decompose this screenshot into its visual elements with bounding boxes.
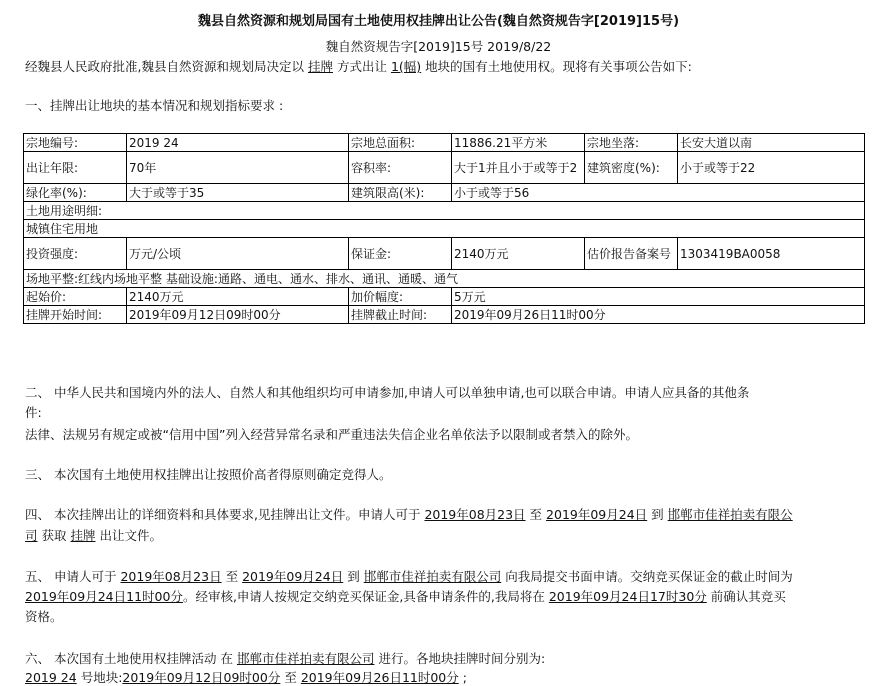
intro-method: 挂牌 (307, 59, 333, 74)
table-row (24, 184, 865, 202)
section5-line3: 资格。 (25, 609, 63, 624)
green-ratio-value: 大于或等于35 (127, 184, 349, 202)
section5-deposit-deadline: 2019年09月24日11时00分 (25, 589, 183, 604)
section5-mid: 向我局提交书面申请。交纳竞买保证金的截止时间为 (505, 569, 793, 584)
deposit-label: 保证金: (349, 238, 452, 270)
plot-ratio-label: 容积率: (349, 152, 452, 184)
land-use-label: 土地用途明细: (24, 202, 865, 220)
intro-paragraph (25, 57, 692, 75)
section4-method: 挂牌 (70, 528, 96, 543)
table-row (24, 270, 865, 288)
document-number-date: 魏自然资规告字[2019]15号 2019/8/22 (325, 39, 552, 54)
section5-end-date: 2019年09月24日 (242, 569, 344, 584)
site-infrastructure-cell (24, 270, 865, 288)
location-value: 长安大道以南 (678, 134, 865, 152)
section4-text-pre: 四、 本次挂牌出让的详细资料和具体要求,见挂牌出让文件。申请人可于 (25, 507, 421, 522)
section4-company-cont: 司 (25, 528, 38, 543)
listing-start-label: 挂牌开始时间: (24, 306, 127, 324)
height-limit-label: 建筑限高(米): (349, 184, 452, 202)
section2-line3: 法律、法规另有规定或被“信用中国”列入经营异常名录和严重违法失信企业名单依法予以限制或者禁入的除外。 (25, 427, 638, 442)
appraisal-report-value: 1303419BA0058 (678, 238, 865, 270)
building-density-value: 小于或等于22 (678, 152, 865, 184)
appraisal-report-label: 估价报告备案号 (585, 238, 678, 270)
section5-line1 (25, 567, 793, 585)
section4-obtain: 获取 (41, 528, 67, 543)
term-label: 出让年限: (24, 152, 127, 184)
starting-price-label: 起始价: (24, 288, 127, 306)
land-use-value: 城镇住宅用地 (24, 220, 865, 238)
table-row (24, 220, 865, 238)
section6-text-pre: 六、 本次国有土地使用权挂牌活动 在 (25, 651, 233, 666)
infrastructure-value: 通路、通电、通水、排水、通讯、通暖、通气 (217, 271, 458, 286)
section4-line1 (25, 505, 793, 523)
site-leveling-label: 场地平整: (26, 271, 79, 286)
intro-text-post: 地块的国有土地使用权。现将有关事项公告如下: (425, 59, 692, 74)
total-area-value: 11886.21平方米 (452, 134, 585, 152)
section2-line1: 二、 中华人民共和国境内外的法人、自然人和其他组织均可申请参加,申请人可以单独申请,也可以联合申请。申请人应具备的其他条 (25, 385, 750, 400)
listing-start-value: 2019年09月12日09时00分 (127, 306, 349, 324)
table-row (24, 202, 865, 220)
section2-line2: 件: (25, 405, 42, 420)
table-row (24, 306, 865, 324)
intro-text-pre: 经魏县人民政府批准,魏县自然资源和规划局决定以 (25, 59, 304, 74)
starting-price-value: 2140万元 (127, 288, 349, 306)
section6-line1 (25, 649, 545, 667)
table-row (24, 152, 865, 184)
section1-heading: 一、挂牌出让地块的基本情况和规划指标要求 : (25, 98, 284, 113)
investment-intensity-label: 投资强度: (24, 238, 127, 270)
section3-text: 三、 本次国有土地使用权挂牌出让按照价高者得原则确定竞得人。 (25, 467, 392, 482)
parcel-id-value: 2019 24 (127, 134, 349, 152)
listing-end-label: 挂牌截止时间: (349, 306, 452, 324)
section4-to: 至 (529, 507, 543, 522)
section5-company: 邯郸市佳祥拍卖有限公司 (363, 569, 502, 584)
section4-line2 (25, 526, 162, 544)
parcel-id-label: 宗地编号: (24, 134, 127, 152)
section5-mid2: 。经审核,申请人按规定交纳竞买保证金,具备申请条件的,我局将在 (182, 589, 545, 604)
term-value: 70年 (127, 152, 349, 184)
table-row (24, 238, 865, 270)
deposit-value: 2140万元 (452, 238, 585, 270)
section5-line2 (25, 587, 786, 605)
listing-end-value: 2019年09月26日11时00分 (452, 306, 865, 324)
location-label: 宗地坐落: (585, 134, 678, 152)
section5-tail: 前确认其竞买 (710, 589, 786, 604)
section6-tail: 进行。各地块挂牌时间分别为: (378, 651, 546, 666)
green-ratio-label: 绿化率(%): (24, 184, 127, 202)
section5-text-pre: 五、 申请人可于 (25, 569, 117, 584)
building-density-label: 建筑密度(%): (585, 152, 678, 184)
section4-company: 邯郸市佳祥拍卖有限公 (667, 507, 793, 522)
table-row (24, 288, 865, 306)
section4-tail: 出让文件。 (99, 528, 163, 543)
intro-text-mid: 方式出让 (336, 59, 387, 74)
height-limit-value: 小于或等于56 (452, 184, 865, 202)
infrastructure-label: 基础设施: (165, 271, 218, 286)
site-leveling-value: 红线内场地平整 (78, 271, 163, 286)
parcel-info-table (23, 133, 865, 324)
intro-count: 1(幅) (390, 59, 422, 74)
plot-ratio-value: 大于1并且小于或等于2 (452, 152, 585, 184)
section5-at: 到 (347, 569, 360, 584)
section6-line2 (25, 668, 467, 686)
investment-intensity-value: 万元/公顷 (127, 238, 349, 270)
bid-increment-label: 加价幅度: (349, 288, 452, 306)
section4-end-date: 2019年09月24日 (546, 507, 648, 522)
section6-parcel-label: 号地块: (80, 670, 123, 685)
section6-to: 至 (284, 670, 297, 685)
section6-parcel-id: 2019 24 (25, 670, 77, 685)
table-row (24, 134, 865, 152)
section5-start-date: 2019年08月23日 (120, 569, 222, 584)
section6-end: 2019年09月26日11时00分 (300, 670, 459, 685)
section6-end-mark: ; (462, 670, 467, 685)
section4-start-date: 2019年08月23日 (424, 507, 526, 522)
section4-at: 到 (651, 507, 664, 522)
total-area-label: 宗地总面积: (349, 134, 452, 152)
bid-increment-value: 5万元 (452, 288, 865, 306)
section6-company: 邯郸市佳祥拍卖有限公司 (236, 651, 375, 666)
document-title: 魏县自然资源和规划局国有土地使用权挂牌出让公告(魏自然资规告字[2019]15号) (197, 14, 680, 29)
section5-confirm-deadline: 2019年09月24日17时30分 (548, 589, 707, 604)
section5-to: 至 (225, 569, 239, 584)
section6-start: 2019年09月12日09时00分 (122, 670, 281, 685)
